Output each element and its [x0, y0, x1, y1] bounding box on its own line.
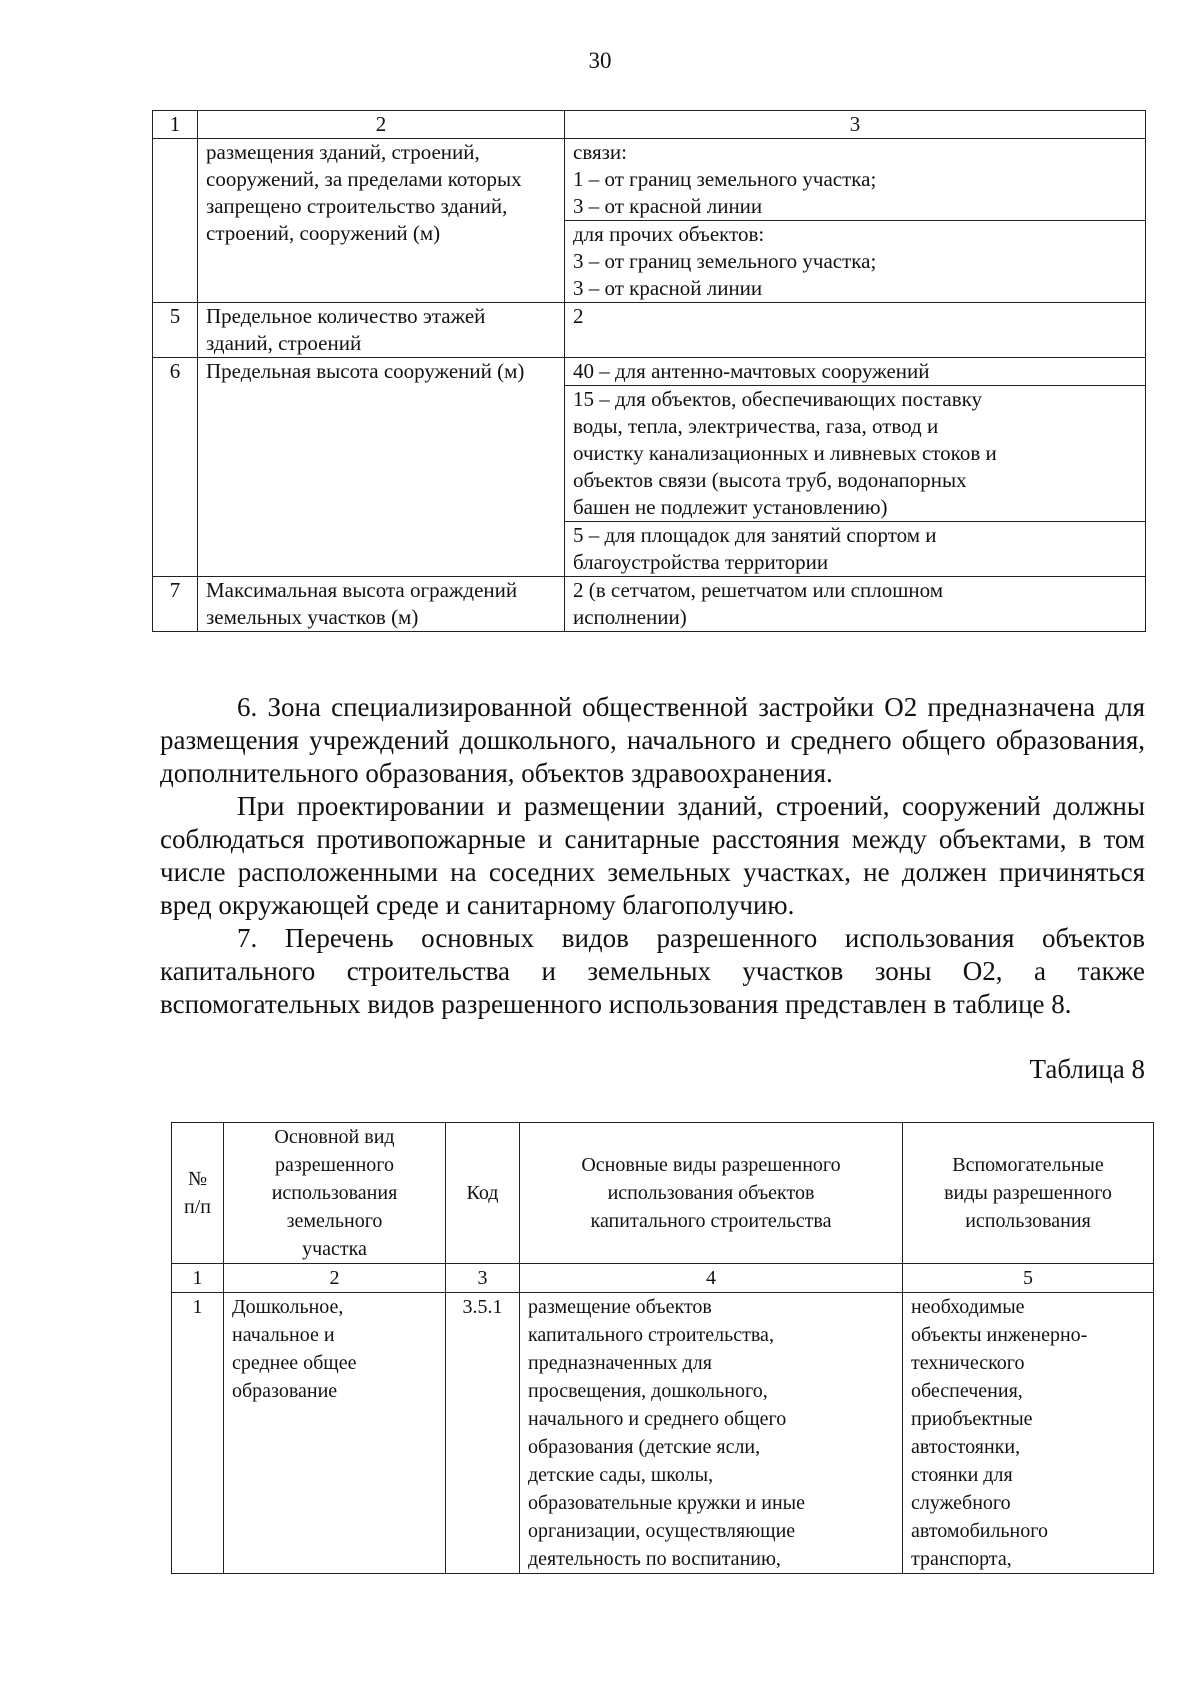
paragraph-zone-o2: 6. Зона специализированной общественной застройки О2 предназначена для размещения учреждений дошкольного, начального и среднего общего образования, дополнительного образования, объектов здравоохранения. — [160, 692, 1145, 788]
row-value-cell: 2 (в сетчатом, решетчатом или сплошном исполнении) — [565, 577, 1146, 632]
row-value-cell: 40 – для антенно-мачтовых сооружений — [565, 358, 1146, 386]
table-row — [153, 358, 1146, 386]
row-name-cell: Предельное количество этажей зданий, строений — [198, 303, 565, 358]
row-number-cell — [153, 139, 198, 303]
table-header-row — [172, 1123, 1154, 1264]
row-value-cell: 15 – для объектов, обеспечивающих поставку воды, тепла, электричества, газа, отвод и очистку канализационных и ливневых стоков и объектов связи (высота труб, водонапорных башен не подлежит установлению) — [565, 386, 1146, 522]
row-number-cell: 1 — [172, 1293, 224, 1574]
header-number: № п/п — [172, 1123, 224, 1264]
table-8 — [171, 1122, 1154, 1574]
page-number: 30 — [588, 48, 612, 73]
table-header-row — [153, 111, 1146, 139]
header-col-2: 2 — [198, 111, 565, 139]
row-value-cell: связи: 1 – от границ земельного участка; 3 – от красной линии — [565, 139, 1146, 221]
table-caption: Таблица 8 — [1029, 1054, 1145, 1084]
header-col-1: 1 — [153, 111, 198, 139]
column-number-row — [172, 1264, 1154, 1293]
header-code: Код — [446, 1123, 520, 1264]
column-number: 3 — [446, 1264, 520, 1293]
paragraph-design-requirements: При проектировании и размещении зданий, строений, сооружений должны соблюдаться противопожарные и санитарные расстояния между объектами, в том числе расположенными на соседних земельных участках, не должен причиняться вред окружающей среде и санитарному благополучию. — [160, 791, 1145, 920]
row-value-cell: 2 — [565, 303, 1146, 358]
table-row — [172, 1293, 1154, 1574]
table-row — [153, 139, 1146, 221]
column-number: 1 — [172, 1264, 224, 1293]
land-use-cell: Дошкольное, начальное и среднее общее образование — [224, 1293, 446, 1574]
row-value-cell: для прочих объектов: 3 – от границ земельного участка; 3 – от красной линии — [565, 221, 1146, 303]
code-cell: 3.5.1 — [446, 1293, 520, 1574]
table-restrictions — [152, 110, 1146, 632]
aux-uses-cell: необходимые объекты инженерно- технического обеспечения, приобъектные автостоянки, стоянки для служебного автомобильного транспорта, — [903, 1293, 1154, 1574]
row-value-cell: 5 – для площадок для занятий спортом и благоустройства территории — [565, 522, 1146, 577]
column-number: 5 — [903, 1264, 1154, 1293]
column-number: 2 — [224, 1264, 446, 1293]
row-number-cell: 7 — [153, 577, 198, 632]
header-land-use: Основной вид разрешенного использования земельного участка — [224, 1123, 446, 1264]
row-name-cell: Предельная высота сооружений (м) — [198, 358, 565, 577]
table-row — [153, 577, 1146, 632]
main-uses-cell: размещение объектов капитального строительства, предназначенных для просвещения, дошкольного, начального и среднего общего образования (детские ясли, детские сады, школы, образовательные кружки и иные организации, осуществляющие деятельность по воспитанию, — [520, 1293, 903, 1574]
row-number-cell: 5 — [153, 303, 198, 358]
paragraph-uses-list: 7. Перечень основных видов разрешенного использования объектов капитального строительства и земельных участков зоны О2, а также вспомогательных видов разрешенного использования представлен в таблице 8. — [160, 923, 1145, 1019]
header-main-uses: Основные виды разрешенного использования объектов капитального строительства — [520, 1123, 903, 1264]
row-name-cell: Максимальная высота ограждений земельных участков (м) — [198, 577, 565, 632]
row-name-cell: размещения зданий, строений, сооружений, за пределами которых запрещено строительство зданий, строений, сооружений (м) — [198, 139, 565, 303]
header-aux-uses: Вспомогательные виды разрешенного использования — [903, 1123, 1154, 1264]
table-row — [153, 303, 1146, 358]
row-number-cell: 6 — [153, 358, 198, 577]
column-number: 4 — [520, 1264, 903, 1293]
header-col-3: 3 — [565, 111, 1146, 139]
